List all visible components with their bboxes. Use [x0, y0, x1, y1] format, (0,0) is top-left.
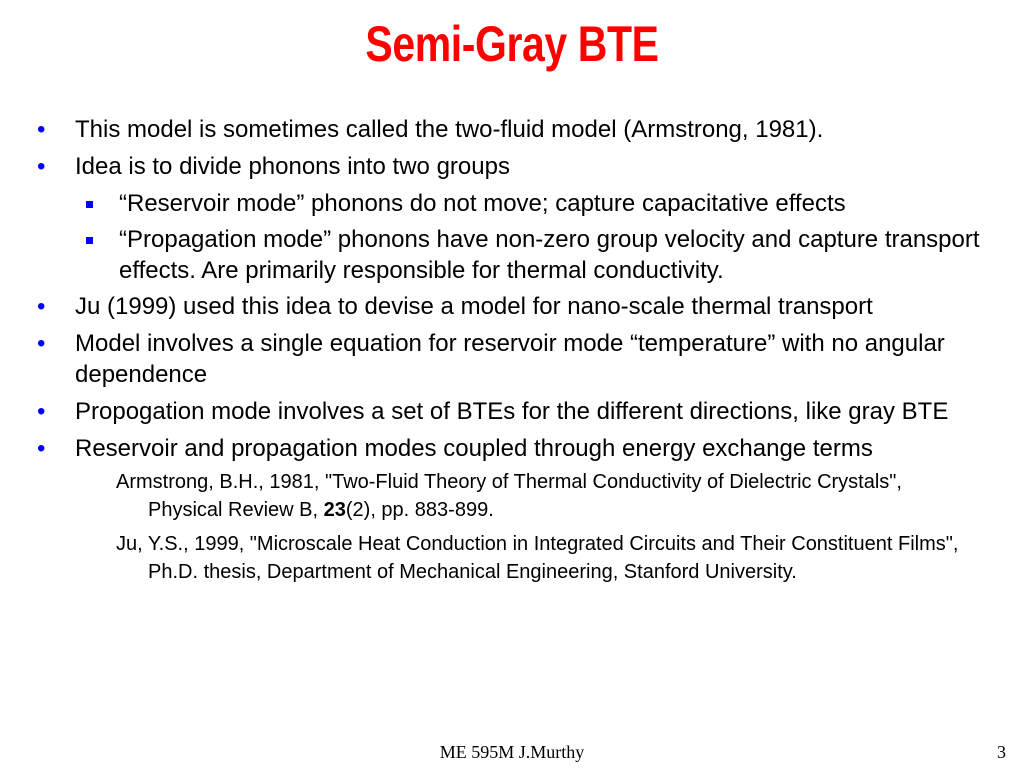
- reference-entry: [0, 468, 1024, 524]
- slide-title: Semi-Gray BTE: [365, 16, 659, 72]
- footer-course-label: ME 595M J.Murthy: [439, 742, 585, 762]
- bullet-text: Propogation mode involves a set of BTEs for the different directions, like gray BTE: [75, 398, 949, 425]
- bullet-text: Model involves a single equation for reservoir mode “temperature” with no angular dependence: [75, 330, 945, 388]
- bullet-item: [0, 433, 1024, 464]
- bullet-item: [0, 328, 1024, 390]
- reference-text: Ju, Y.S., 1999, "Microscale Heat Conduction in Integrated Circuits and Their Constituent Films", Ph.D. thesis, Department of Mechanical Engineering, Stanford University.: [116, 533, 959, 583]
- square-bullet-icon: [86, 201, 93, 208]
- bullet-marker-icon: •: [37, 330, 46, 357]
- bullet-text: Ju (1999) used this idea to devise a model for nano-scale thermal transport: [75, 293, 873, 320]
- sub-bullet-item: [0, 224, 1024, 286]
- reference-text: Armstrong, B.H., 1981, "Two-Fluid Theory of Thermal Conductivity of Dielectric Crystals", Physical Review B,: [116, 471, 902, 521]
- reference-volume: 23: [323, 499, 346, 521]
- bullet-item: [0, 151, 1024, 182]
- reference-pages: (2), pp. 883-899.: [345, 499, 494, 521]
- page-number: 3: [997, 742, 1006, 762]
- bullet-marker-icon: •: [37, 435, 46, 462]
- sub-bullet-text: “Reservoir mode” phonons do not move; capture capacitative effects: [119, 190, 846, 217]
- slide-footer: [0, 740, 1024, 764]
- sub-bullet-text: “Propagation mode” phonons have non-zero group velocity and capture transport effects. Are primarily responsible for thermal conductivity.: [119, 226, 980, 284]
- bullet-text: This model is sometimes called the two-fluid model (Armstrong, 1981).: [75, 116, 824, 143]
- bullet-marker-icon: •: [37, 153, 46, 180]
- slide-content: [0, 114, 1024, 592]
- sub-bullet-item: [0, 188, 1024, 219]
- bullet-item: [0, 114, 1024, 145]
- bullet-marker-icon: •: [37, 293, 46, 320]
- bullet-marker-icon: •: [37, 116, 46, 143]
- bullet-item: [0, 396, 1024, 427]
- bullet-text: Reservoir and propagation modes coupled through energy exchange terms: [75, 435, 873, 462]
- square-bullet-icon: [86, 237, 93, 244]
- bullet-marker-icon: •: [37, 398, 46, 425]
- reference-entry: [0, 530, 1024, 586]
- bullet-text: Idea is to divide phonons into two groups: [75, 153, 510, 180]
- bullet-item: [0, 291, 1024, 322]
